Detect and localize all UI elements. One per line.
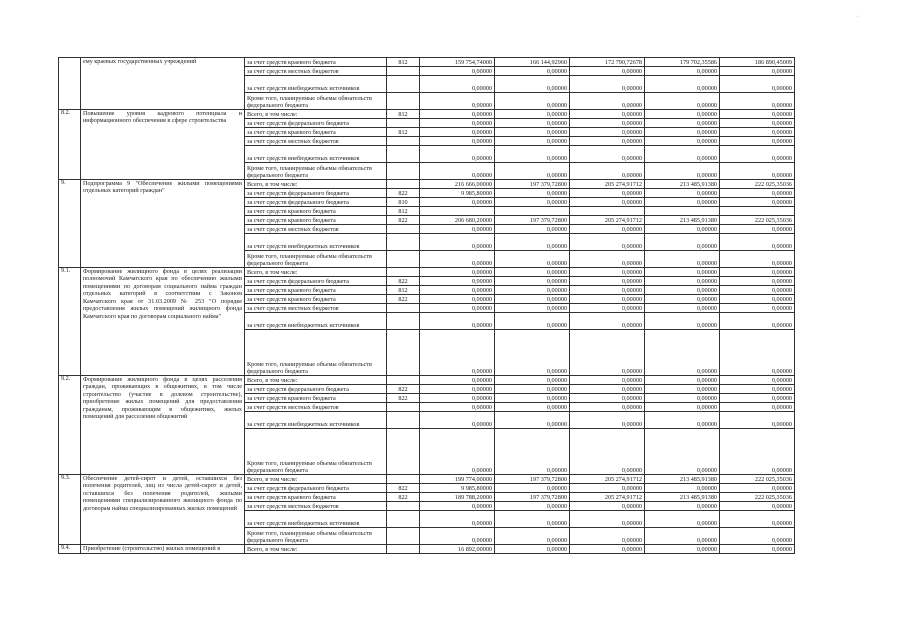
table-row bbox=[59, 545, 795, 554]
amount-cell: 0,00000 bbox=[720, 313, 795, 330]
amount-cell: 0,00000 bbox=[720, 128, 795, 137]
amount-cell: 0,00000 bbox=[720, 403, 795, 412]
funding-source: Всего, в том числе: bbox=[245, 376, 387, 385]
funding-source: за счет средств федерального бюджета bbox=[245, 277, 387, 286]
funding-source: Кроме того, планируемые объемы обязательств федерального бюджета bbox=[245, 330, 387, 376]
amount-cell: 0,00000 bbox=[720, 119, 795, 128]
budget-code bbox=[387, 475, 420, 484]
budget-code: 822 bbox=[387, 189, 420, 198]
amount-cell: 0,00000 bbox=[570, 394, 645, 403]
amount-cell: 0,00000 bbox=[645, 277, 720, 286]
amount-cell: 0,00000 bbox=[420, 412, 495, 429]
amount-cell: 206 680,20000 bbox=[420, 216, 495, 225]
budget-code bbox=[387, 225, 420, 234]
budget-code bbox=[387, 163, 420, 180]
amount-cell: 0,00000 bbox=[645, 385, 720, 394]
amount-cell: 205 274,91712 bbox=[570, 475, 645, 484]
amount-cell: 0,00000 bbox=[420, 67, 495, 76]
amount-cell: 0,00000 bbox=[420, 376, 495, 385]
amount-cell: 0,00000 bbox=[495, 93, 570, 110]
budget-code bbox=[387, 76, 420, 93]
amount-cell: 0,00000 bbox=[495, 225, 570, 234]
amount-cell: 0,00000 bbox=[570, 286, 645, 295]
amount-cell: 0,00000 bbox=[570, 313, 645, 330]
amount-cell: 0,00000 bbox=[720, 234, 795, 251]
amount-cell: 0,00000 bbox=[645, 286, 720, 295]
amount-cell: 0,00000 bbox=[570, 110, 645, 119]
budget-code bbox=[387, 67, 420, 76]
measure-name: Формирование жилищного фонда в целях реализации полномочий Камчатского края по обеспечению жилыми помещениями по договорам социального найма граждан отдельных категорий в соответствии с Законом Камчатского края от 31.03.2009 № 253 "О порядке предоставления жилых помещений жилищного фонда Камчатского края по договорам социального найма" bbox=[81, 268, 245, 376]
funding-source: Кроме того, планируемые объемы обязательств федерального бюджета bbox=[245, 93, 387, 110]
amount-cell: 0,00000 bbox=[495, 119, 570, 128]
amount-cell: 0,00000 bbox=[570, 119, 645, 128]
amount-cell: 0,00000 bbox=[645, 128, 720, 137]
amount-cell: 0,00000 bbox=[570, 225, 645, 234]
funding-source: за счет средств внебюджетных источников bbox=[245, 76, 387, 93]
budget-code bbox=[387, 376, 420, 385]
amount-cell: 0,00000 bbox=[420, 198, 495, 207]
amount-cell: 0,00000 bbox=[720, 502, 795, 511]
amount-cell: 0,00000 bbox=[570, 277, 645, 286]
funding-source: за счет средств краевого бюджета bbox=[245, 286, 387, 295]
amount-cell: 0,00000 bbox=[495, 528, 570, 545]
amount-cell: 0,00000 bbox=[720, 286, 795, 295]
amount-cell: 0,00000 bbox=[570, 484, 645, 493]
budget-code bbox=[387, 528, 420, 545]
amount-cell: 0,00000 bbox=[720, 251, 795, 268]
amount-cell: 0,00000 bbox=[570, 198, 645, 207]
amount-cell: 0,00000 bbox=[495, 313, 570, 330]
budget-code bbox=[387, 234, 420, 251]
funding-source: Кроме того, планируемые объемы обязательств федерального бюджета bbox=[245, 251, 387, 268]
amount-cell: 0,00000 bbox=[720, 394, 795, 403]
budget-code bbox=[387, 146, 420, 163]
amount-cell: 0,00000 bbox=[420, 128, 495, 137]
amount-cell: 0,00000 bbox=[645, 429, 720, 475]
funding-source: за счет средств краевого бюджета bbox=[245, 207, 387, 216]
amount-cell: 0,00000 bbox=[645, 295, 720, 304]
amount-cell: 213 485,91380 bbox=[645, 216, 720, 225]
row-index: 9.4. bbox=[59, 545, 81, 554]
table-row bbox=[59, 376, 795, 385]
amount-cell: 189 788,20000 bbox=[420, 493, 495, 502]
amount-cell: 0,00000 bbox=[645, 511, 720, 528]
amount-cell: 0,00000 bbox=[570, 330, 645, 376]
amount-cell: 0,00000 bbox=[420, 234, 495, 251]
amount-cell: 0,00000 bbox=[645, 403, 720, 412]
amount-cell: 0,00000 bbox=[645, 330, 720, 376]
amount-cell: 0,00000 bbox=[570, 502, 645, 511]
measure-name: ему краевых государственных учреждений bbox=[81, 58, 245, 110]
amount-cell: 0,00000 bbox=[420, 110, 495, 119]
amount-cell: 0,00000 bbox=[645, 313, 720, 330]
funding-source: за счет средств краевого бюджета bbox=[245, 295, 387, 304]
funding-source: Всего, в том числе: bbox=[245, 545, 387, 554]
amount-cell: 0,00000 bbox=[495, 385, 570, 394]
amount-cell: 9 985,80000 bbox=[420, 189, 495, 198]
amount-cell: 0,00000 bbox=[420, 163, 495, 180]
budget-code bbox=[387, 429, 420, 475]
amount-cell: 0,00000 bbox=[570, 268, 645, 277]
amount-cell bbox=[570, 207, 645, 216]
funding-source: Кроме того, планируемые объемы обязательств федерального бюджета bbox=[245, 163, 387, 180]
amount-cell: 0,00000 bbox=[495, 163, 570, 180]
funding-source: Всего, в том числе: bbox=[245, 110, 387, 119]
amount-cell: 0,00000 bbox=[495, 502, 570, 511]
amount-cell: 0,00000 bbox=[570, 163, 645, 180]
amount-cell: 0,00000 bbox=[645, 234, 720, 251]
amount-cell: 0,00000 bbox=[495, 412, 570, 429]
amount-cell: 0,00000 bbox=[495, 277, 570, 286]
funding-source: Всего, в том числе: bbox=[245, 268, 387, 277]
budget-code: 822 bbox=[387, 484, 420, 493]
amount-cell: 0,00000 bbox=[720, 277, 795, 286]
amount-cell: 0,00000 bbox=[495, 295, 570, 304]
funding-source: за счет средств краевого бюджета bbox=[245, 216, 387, 225]
amount-cell: 0,00000 bbox=[720, 137, 795, 146]
table-row bbox=[59, 180, 795, 189]
amount-cell: 0,00000 bbox=[720, 225, 795, 234]
amount-cell: 0,00000 bbox=[720, 268, 795, 277]
funding-source: за счет средств краевого бюджета bbox=[245, 58, 387, 67]
amount-cell: 0,00000 bbox=[420, 429, 495, 475]
amount-cell: 205 274,91712 bbox=[570, 493, 645, 502]
budget-code bbox=[387, 412, 420, 429]
amount-cell: 0,00000 bbox=[495, 330, 570, 376]
funding-source: за счет средств федерального бюджета bbox=[245, 385, 387, 394]
amount-cell: 0,00000 bbox=[420, 304, 495, 313]
funding-source: за счет средств внебюджетных источников bbox=[245, 511, 387, 528]
amount-cell: 0,00000 bbox=[420, 394, 495, 403]
amount-cell: 0,00000 bbox=[720, 93, 795, 110]
amount-cell: 0,00000 bbox=[645, 198, 720, 207]
amount-cell: 0,00000 bbox=[570, 376, 645, 385]
amount-cell: 0,00000 bbox=[420, 295, 495, 304]
funding-source: за счет средств местных бюджетов bbox=[245, 304, 387, 313]
row-index: 9.1. bbox=[59, 268, 81, 376]
amount-cell: 0,00000 bbox=[420, 76, 495, 93]
amount-cell: 0,00000 bbox=[495, 394, 570, 403]
budget-code bbox=[387, 251, 420, 268]
amount-cell: 213 485,91380 bbox=[645, 180, 720, 189]
amount-cell: 0,00000 bbox=[495, 251, 570, 268]
amount-cell: 0,00000 bbox=[720, 412, 795, 429]
amount-cell: 0,00000 bbox=[720, 67, 795, 76]
amount-cell: 0,00000 bbox=[570, 146, 645, 163]
funding-source: за счет средств федерального бюджета bbox=[245, 119, 387, 128]
budget-code bbox=[387, 511, 420, 528]
amount-cell: 0,00000 bbox=[420, 119, 495, 128]
amount-cell: 222 025,35036 bbox=[720, 493, 795, 502]
funding-source: за счет средств внебюджетных источников bbox=[245, 146, 387, 163]
measure-name: Обеспечение детей-сирот и детей, оставшихся без попечения родителей, лиц из числа детей-сирот и детей, оставшихся без попечения родителей, жилыми помещениями специализированного жилищного фонда по договорам найма специализированных жилых помещений bbox=[81, 475, 245, 545]
amount-cell: 197 379,72800 bbox=[495, 493, 570, 502]
amount-cell: 0,00000 bbox=[570, 545, 645, 554]
amount-cell: 0,00000 bbox=[420, 502, 495, 511]
amount-cell: 0,00000 bbox=[495, 110, 570, 119]
funding-source: Всего, в том числе: bbox=[245, 180, 387, 189]
amount-cell: 0,00000 bbox=[720, 330, 795, 376]
amount-cell: 0,00000 bbox=[645, 93, 720, 110]
amount-cell: 0,00000 bbox=[570, 304, 645, 313]
amount-cell: 0,00000 bbox=[720, 110, 795, 119]
amount-cell: 0,00000 bbox=[645, 163, 720, 180]
amount-cell: 0,00000 bbox=[645, 268, 720, 277]
amount-cell: 0,00000 bbox=[645, 225, 720, 234]
amount-cell: 0,00000 bbox=[570, 403, 645, 412]
amount-cell: 0,00000 bbox=[420, 385, 495, 394]
budget-code bbox=[387, 137, 420, 146]
budget-code: 822 bbox=[387, 493, 420, 502]
funding-source: за счет средств местных бюджетов bbox=[245, 502, 387, 511]
budget-code bbox=[387, 304, 420, 313]
amount-cell: 0,00000 bbox=[645, 67, 720, 76]
amount-cell: 0,00000 bbox=[420, 251, 495, 268]
amount-cell: 0,00000 bbox=[720, 304, 795, 313]
amount-cell: 216 666,00000 bbox=[420, 180, 495, 189]
amount-cell: 166 144,92960 bbox=[495, 58, 570, 67]
budget-code: 822 bbox=[387, 385, 420, 394]
amount-cell: 205 274,91712 bbox=[570, 216, 645, 225]
amount-cell: 0,00000 bbox=[495, 286, 570, 295]
budget-code bbox=[387, 268, 420, 277]
amount-cell: 0,00000 bbox=[645, 412, 720, 429]
row-index: 9.3. bbox=[59, 475, 81, 545]
budget-code: 812 bbox=[387, 207, 420, 216]
amount-cell: 0,00000 bbox=[420, 511, 495, 528]
amount-cell bbox=[645, 207, 720, 216]
amount-cell: 0,00000 bbox=[420, 313, 495, 330]
amount-cell: 213 485,91380 bbox=[645, 493, 720, 502]
amount-cell: 0,00000 bbox=[495, 234, 570, 251]
budget-code: 812 bbox=[387, 128, 420, 137]
funding-source: за счет средств местных бюджетов bbox=[245, 67, 387, 76]
amount-cell: 186 890,45009 bbox=[720, 58, 795, 67]
amount-cell: 0,00000 bbox=[645, 189, 720, 198]
amount-cell: 0,00000 bbox=[495, 137, 570, 146]
funding-source: за счет средств местных бюджетов bbox=[245, 403, 387, 412]
budget-code bbox=[387, 403, 420, 412]
funding-source: за счет средств федерального бюджета bbox=[245, 198, 387, 207]
budget-code: 812 bbox=[387, 286, 420, 295]
amount-cell: 0,00000 bbox=[495, 268, 570, 277]
amount-cell: 0,00000 bbox=[495, 376, 570, 385]
budget-code: 822 bbox=[387, 295, 420, 304]
amount-cell: 199 774,00000 bbox=[420, 475, 495, 484]
amount-cell: 0,00000 bbox=[420, 403, 495, 412]
budget-code bbox=[387, 93, 420, 110]
table-body bbox=[59, 58, 795, 554]
amount-cell: 0,00000 bbox=[495, 429, 570, 475]
amount-cell: 0,00000 bbox=[645, 545, 720, 554]
amount-cell bbox=[720, 207, 795, 216]
amount-cell: 0,00000 bbox=[570, 137, 645, 146]
budget-code: 812 bbox=[387, 58, 420, 67]
scan-speck: · bbox=[857, 14, 859, 20]
funding-source: за счет средств местных бюджетов bbox=[245, 137, 387, 146]
funding-source: за счет средств краевого бюджета bbox=[245, 493, 387, 502]
amount-cell: 0,00000 bbox=[495, 403, 570, 412]
amount-cell: 0,00000 bbox=[720, 528, 795, 545]
funding-source: за счет средств федерального бюджета bbox=[245, 189, 387, 198]
amount-cell: 0,00000 bbox=[420, 137, 495, 146]
amount-cell: 0,00000 bbox=[570, 67, 645, 76]
amount-cell: 0,00000 bbox=[570, 128, 645, 137]
row-index: 9.2. bbox=[59, 376, 81, 475]
amount-cell: 0,00000 bbox=[420, 268, 495, 277]
amount-cell: 0,00000 bbox=[420, 93, 495, 110]
measure-name: Формирование жилищного фонда в целях расселения граждан, проживающих в общежитиях, в том числе строительство (участие в долевом строительстве), приобретение жилых помещений для предоставления гражданам, проживающим в общежитиях, жилых помещений для расселения общежитий bbox=[81, 376, 245, 475]
amount-cell bbox=[495, 207, 570, 216]
amount-cell: 0,00000 bbox=[420, 330, 495, 376]
row-index: 8.2. bbox=[59, 110, 81, 180]
amount-cell: 0,00000 bbox=[495, 189, 570, 198]
amount-cell: 0,00000 bbox=[645, 119, 720, 128]
budget-code bbox=[387, 119, 420, 128]
amount-cell: 0,00000 bbox=[570, 76, 645, 93]
amount-cell: 197 379,72800 bbox=[495, 216, 570, 225]
amount-cell: 172 790,72678 bbox=[570, 58, 645, 67]
amount-cell: 0,00000 bbox=[495, 146, 570, 163]
budget-code: 822 bbox=[387, 216, 420, 225]
amount-cell: 179 702,35586 bbox=[645, 58, 720, 67]
amount-cell: 0,00000 bbox=[720, 198, 795, 207]
amount-cell: 0,00000 bbox=[720, 511, 795, 528]
budget-table-sheet bbox=[58, 57, 794, 554]
amount-cell: 0,00000 bbox=[495, 484, 570, 493]
amount-cell: 0,00000 bbox=[720, 189, 795, 198]
amount-cell: 0,00000 bbox=[570, 295, 645, 304]
amount-cell: 0,00000 bbox=[420, 528, 495, 545]
funding-source: за счет средств внебюджетных источников bbox=[245, 234, 387, 251]
amount-cell: 0,00000 bbox=[645, 376, 720, 385]
funding-source: Кроме того, планируемые объемы обязательств федерального бюджета bbox=[245, 528, 387, 545]
funding-source: за счет средств краевого бюджета bbox=[245, 128, 387, 137]
budget-table bbox=[58, 57, 795, 554]
funding-source: Кроме того, планируемые объемы обязательств федерального бюджета bbox=[245, 429, 387, 475]
amount-cell: 0,00000 bbox=[645, 146, 720, 163]
amount-cell: 0,00000 bbox=[720, 429, 795, 475]
amount-cell: 0,00000 bbox=[495, 198, 570, 207]
amount-cell: 0,00000 bbox=[645, 394, 720, 403]
amount-cell: 0,00000 bbox=[420, 225, 495, 234]
amount-cell: 197 379,72800 bbox=[495, 475, 570, 484]
amount-cell: 0,00000 bbox=[720, 385, 795, 394]
amount-cell: 0,00000 bbox=[645, 110, 720, 119]
funding-source: за счет средств внебюджетных источников bbox=[245, 412, 387, 429]
amount-cell: 0,00000 bbox=[570, 429, 645, 475]
amount-cell: 0,00000 bbox=[645, 137, 720, 146]
amount-cell: 0,00000 bbox=[420, 277, 495, 286]
amount-cell: 222 025,35036 bbox=[720, 475, 795, 484]
amount-cell: 0,00000 bbox=[720, 484, 795, 493]
amount-cell: 0,00000 bbox=[495, 76, 570, 93]
row-index: 9. bbox=[59, 180, 81, 268]
measure-name: Подпрограмма 9 "Обеспечение жилыми помещениями отдельных категорий граждан" bbox=[81, 180, 245, 268]
amount-cell: 0,00000 bbox=[570, 93, 645, 110]
amount-cell: 0,00000 bbox=[570, 385, 645, 394]
budget-code: 822 bbox=[387, 394, 420, 403]
funding-source: за счет средств федерального бюджета bbox=[245, 484, 387, 493]
amount-cell: 9 985,80000 bbox=[420, 484, 495, 493]
amount-cell: 0,00000 bbox=[570, 189, 645, 198]
amount-cell: 0,00000 bbox=[495, 511, 570, 528]
amount-cell: 0,00000 bbox=[570, 251, 645, 268]
funding-source: за счет средств внебюджетных источников bbox=[245, 313, 387, 330]
amount-cell: 0,00000 bbox=[420, 286, 495, 295]
amount-cell: 222 025,35036 bbox=[720, 216, 795, 225]
amount-cell: 0,00000 bbox=[570, 234, 645, 251]
budget-code: 822 bbox=[387, 277, 420, 286]
amount-cell: 0,00000 bbox=[645, 251, 720, 268]
amount-cell: 0,00000 bbox=[495, 304, 570, 313]
funding-source: Всего, в том числе: bbox=[245, 475, 387, 484]
funding-source: за счет средств местных бюджетов bbox=[245, 225, 387, 234]
amount-cell: 16 892,00000 bbox=[420, 545, 495, 554]
amount-cell: 0,00000 bbox=[720, 163, 795, 180]
amount-cell: 159 754,74000 bbox=[420, 58, 495, 67]
amount-cell: 0,00000 bbox=[645, 76, 720, 93]
budget-code bbox=[387, 502, 420, 511]
funding-source: за счет средств краевого бюджета bbox=[245, 394, 387, 403]
amount-cell: 0,00000 bbox=[570, 528, 645, 545]
amount-cell: 0,00000 bbox=[495, 67, 570, 76]
amount-cell: 0,00000 bbox=[495, 545, 570, 554]
amount-cell: 0,00000 bbox=[720, 545, 795, 554]
amount-cell: 205 274,91712 bbox=[570, 180, 645, 189]
amount-cell: 222 025,35036 bbox=[720, 180, 795, 189]
amount-cell: 0,00000 bbox=[420, 146, 495, 163]
budget-code bbox=[387, 545, 420, 554]
amount-cell bbox=[420, 207, 495, 216]
table-row bbox=[59, 110, 795, 119]
budget-code bbox=[387, 313, 420, 330]
table-row bbox=[59, 268, 795, 277]
budget-code: 810 bbox=[387, 198, 420, 207]
amount-cell: 0,00000 bbox=[645, 304, 720, 313]
measure-name: Приобретение (строительство) жилых помещений в bbox=[81, 545, 245, 554]
amount-cell: 0,00000 bbox=[720, 376, 795, 385]
table-row bbox=[59, 475, 795, 484]
amount-cell: 197 379,72800 bbox=[495, 180, 570, 189]
amount-cell: 0,00000 bbox=[570, 511, 645, 528]
amount-cell: 213 485,91380 bbox=[645, 475, 720, 484]
amount-cell: 0,00000 bbox=[570, 412, 645, 429]
amount-cell: 0,00000 bbox=[645, 502, 720, 511]
amount-cell: 0,00000 bbox=[645, 528, 720, 545]
amount-cell: 0,00000 bbox=[645, 484, 720, 493]
row-index bbox=[59, 58, 81, 110]
budget-code bbox=[387, 330, 420, 376]
budget-code bbox=[387, 180, 420, 189]
amount-cell: 0,00000 bbox=[720, 76, 795, 93]
measure-name: Повышение уровня кадрового потенциала и информационного обеспечения в сфере строительства bbox=[81, 110, 245, 180]
amount-cell: 0,00000 bbox=[495, 128, 570, 137]
table-row bbox=[59, 58, 795, 67]
budget-code: 812 bbox=[387, 110, 420, 119]
amount-cell: 0,00000 bbox=[720, 295, 795, 304]
amount-cell: 0,00000 bbox=[720, 146, 795, 163]
